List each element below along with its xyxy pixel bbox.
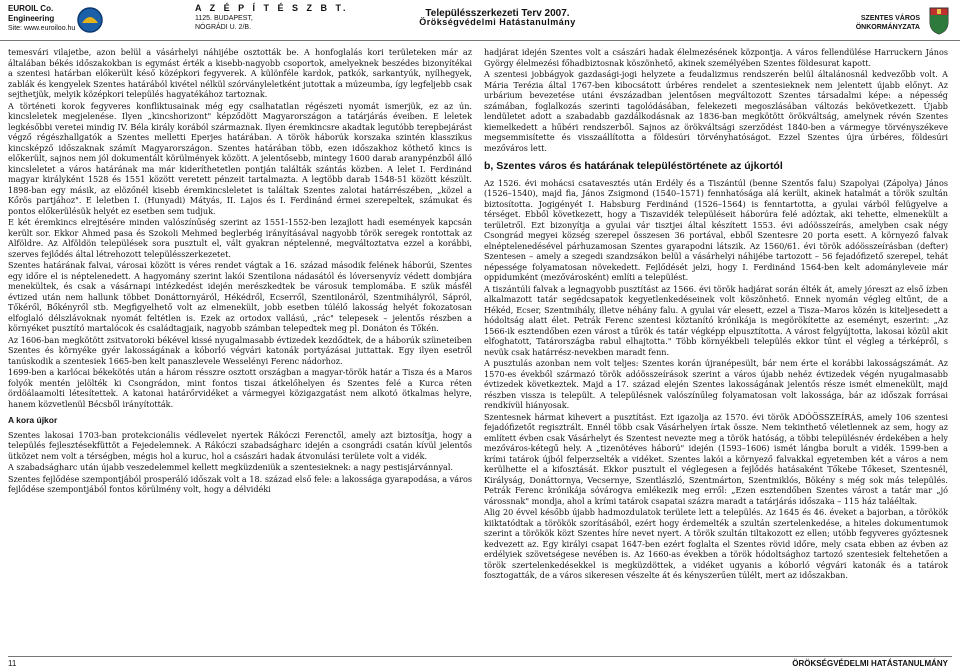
euroil-logo-icon [76,6,104,34]
firm-block [195,4,349,32]
company-name: EUROIL Co. [8,4,54,13]
paragraph: Az 1526. évi mohácsi csatavesztés után Erdély és a Tiszántúl (benne Szentős falu) Szapolyai (Zápolya) János (1526–1540), majd fia, János Zsigmond (1540–1571) fennhatósága alá került, akinek hatalmát a török szultán biztosította. Jogigényét I. Habsburg Ferdinánd (1526–1564) is fenntartotta, a gyulai várból felügyelve a térséget. Ebből következett, hogy a Tiszavidék településeit háborúra felé adóztak, aki tehette, elmenekült a területről. Ezt bizonyítja a gyulai vár tisztjei által készített 1553. évi adóösszeírás, amelyben csak négy Csongrád megyei község szerepel összesen 36 portával, ebből Szentesre 20 porta esett. A környező falvak elnéptelenedésével párhuzamosan Szentes gyarapodni látszik. Az 1560/61. évi török adóösszeírásban (defter) Szentesen – amely a szegedi szandzsákon belül a vásárhelyi náhijébe tartozott – 56 fejadófizető szerepel, tehát népessége folyamatosan növekedett. Fejlődését jelzi, hogy I. Ferdinánd 1564-ben kelt adományleveie már oppidumként (mezővárosként) említi a települést. [484,177,948,282]
left-column [8,47,472,496]
paragraph: A szentesi jobbágyok gazdasági-jogi helyzete a feudalizmus rendszerén belül általánosnál kedvezőbb volt. A Mária Terézia által 1767-ben kibocsátott úrbéres rendelet a szentesieknek nem jelentett újabb előnyt. Az urbárium bevezetése utáni évszázadban jelentősen megváltozott Szentes társadalmi képe: a népesség számában, foglalkozás szerinti tagolódásában, felekezeti megoszlásában változás bekövetkezett. Újabb lendületet adott a szabadabb gazdálkodásnak az 1836-ban megkötött örökváltság, amelynek révén Szentes kiemelkedett a hűbéri rendszerből. Sajnos az örökváltsági szerződést 1840-ben a vármegye törvényszékeve megsemmisítette és visszaállította a földesúri törvényhatóságot. Ezzel Szentes újra úrbéres, földesúri mezőváros lett. [484,69,948,153]
client-line1: SZENTES VÁROS [860,15,920,22]
client-line2: ÖNKORMÁNYZATA [855,24,920,31]
page-footer [8,656,952,671]
firm-name: A Z É P Í T É S Z B T. [195,3,349,13]
paragraph: Szentes határának falvai, városai között is véres rendet vágtak a 16. század második felének háborúi, Szentes egy időre el is néptelenedett. A hagyomány szerint lakói Szentilona nádasától és lóversenyvíz védett dombjára menekültek, és csak a vásárnapi intézkedést idején merészkedtek be városuk templomába. E szük másfél évtized után nem hallunk többet Donáttornyáról, Hékédről, Ecserről, Szentilonáról, Szentmihályról, Sápról, Tőkéről, Bőkényről stb. Megfigyelhető volt az elmenekült, jobb esetben túlélő lakosság helyét fokozatosan elfoglaló délszlávoknak nyomát feltétlen is. Ezek az ortodox vallású, „rác" telepesek – jelentős részben a környéket pusztító martalócok és családtagjaik, nagyobb számban telepedtek meg pl. Donáton és Tőkén. [8,260,472,333]
company-sub: Engineering [8,14,55,23]
right-column [484,47,948,582]
paragraph: A pusztulás azonban nem volt teljes: Szentes korán újranépesült, bár nem érte el korábbi lakosságszámát. Az 1570-es évekből származó török adóösszeírások szerint a város újabb nehéz évtizedek végén nyugalmasabb évtizedek következtek. Majd a 17. század elején Szentes lakosságának jelentős része ismét elmenekült, majd részben vissza is települt. A településnek valószínűleg folyamatosan volt lakossága, bár az időszak forrásai rendkívül hiányosak. [484,358,948,410]
firm-address2: NÓGRÁDI U. 2/B. [195,24,252,31]
paragraph: Szentes fejlődése szempontjából prosperáló időszak volt a 18. század első fele: a lakossága gyarapodása, a város fejlődése szempontjából fontos körülmény volt, hogy a délvidéki [8,473,472,494]
paragraph: Szentes lakosai 1703-ban protekcionális védlevelet nyertek Rákóczi Ferenctől, amely azt biztosítja, hogy a település fejlesztésekfüttöt a Fejedelemnek. A Rákóczi szabadságharc idején a csongrádi csatán kívül jelentős ütközet nem volt a térségben, mégis hol a kuruc, hol a császári hadak átvonulási területe volt a vidék. [8,429,472,461]
paragraph: hadjárat idején Szentes volt a császári hadak élelmezésének központja. A város fellendülése Harruckern János György élelmezési főhadbiztosnak köszönhető, akinek személyében Szentes földesurat kapott. [484,47,948,68]
paragraph: E két éremkincs elrejtésére minden valószínűség szerint az 1551-1552-ben lezajlott hadi események kapcsán került sor. Ekkor Ahmed pasa és Szokoli Mehmed beglerbég irányításával nagyobb török seregek rontottak az Alföldre. Az Alföldön települések sora pusztult el, vált gyakran néptelenné, megváltoztatva ezzel a korábbi, szerves fejlődés által létrehozott településszerkezetet. [8,217,472,259]
doc-subtitle: Örökségvédelmi Hatástanulmány [419,17,576,27]
paragraph: Az 1606-ban megkötött zsitvatoroki békével kissé nyugalmasabb évtizedek kezdődtek, de a háborúk szüneteiben Szentes és környéke gyér lakosságának a kóborló végvári katonák portyázásai juttattak. Egy ilyen esetről tanúskodik a szentesiek 1665-ben kelt panaszlevele Wesselényi Ferenc nádorhoz. [8,334,472,366]
footer-title: ÖRÖKSÉGVÉDELMI HATÁSTANULMÁNY [792,659,948,668]
paragraph: A tiszántúli falvak a legnagyobb pusztítást az 1566. évi török hadjárat során élték át, amely jóreszt az első ízben alkalmazott tatár segédcsapatok kegyetlenkedéseinek volt köszönhető. Ennek nyomán végleg eltűnt, de a Hékéd, Ecser, Szentmihály, illetve néhány falu. A gyulai vár elesett, ezzel a Tisza–Maros közén is kiteljesedett a hódoltság alatt élet. Petrák Ferenc szentesi köztanító krónikája is megörökítette az eseményt, eszerint: „Az 1566-ik esztendőben ezen várost a tűrök és tatár végképp elpusztította. A várost felgyújtotta, lakosai közül akit elfoghatott, Tatárországba rabul elhajtotta." Több környékbeli település ekkor tűnt el végleg a térképről, s nevük csak határrész-nevekben maradt fenn. [484,283,948,357]
paragraph: 1699-ben a karlócai békekötés után a három résszre osztott országban a magyar-török határ a Tisza és a Maros folyók mentén jelölték ki Csongrádon, mint fontos tiszai átkelőhelyen és Szentes felé a Kurca réten ördöálaamolti létesítettek. A katonai határőrvidéket a vármegyei közigazgatást nem alkotó ötkalmas helyre, hanem közvetlenül Bécsből irányították. [8,367,472,409]
paragraph: Szentesnek hármat kihevert a pusztítást. Ezt igazolja az 1570. évi török ADÓÖSSZEÍRÁS, amely 106 szentesi fejadófizetőt regisztrált. Ennél több csak Vásárhelyen írtak össze. Nem tekinthető véletlennek az sem, hogy az említett évben csak Vásárhelyt és Szentest nevezte meg a török hatóság, a többi településnév érdekében a hely mezőváros-kétegű hely. A „tizenötéves háború" idején (1593–1606) ismét lángba borult a vidék. 1599-ben a krími tatárok újból felperzselték a vidéket. Szentes lakói a környező falvakkal egyetemben két a város a nem kerülhette el a kifosztását. Ekkor pusztult el véglegesen a fejlődés hatásaként Tőkebe Tőkeset, Szentesnél, Királyság, Donáttornya, Vecsernye, Szentlászló, Szentmárton, Szentmiklós, Bökény s még sok más település. Petrák Ferenc krónikája sóvárogva emlékezik meg erről: „Ezen esztendőben Szentes várost a tatár mar „jó várossnak" mondja, ahol a krími tatárok csapatai százra maradt a tatárjárás időszaka – 115 ház taláéltak. [484,411,948,506]
doc-title: Településszerkezeti Terv 2007. [425,8,570,19]
paragraph: temesvári vilajetbe, azon belül a vásárhelyi náhijébe osztották be. A honfoglalás kori területeken már az általában békés időszakokban is egymást érték a kisebb-nagyobb csoportok, amelyeknek beszédes bizonyítékai a szentesi határban előkerült késő középkori fegyverek. A különféle kardok, patkók, sarkantyúk, nyílhegyek, zablák és kengyelek Szentes határából kivétel nélkül szórványleletként jutottak a múzeumba, így legfeljebb csak sejthetjük, melyik középkori település hagyatékához tartoznak. [8,47,472,99]
coat-of-arms-icon [928,5,950,35]
paragraph: Alig 20 évvel később újabb hadmozdulatok területe lett a település. Az 1645 és 46. éveket a bajorban, a törökök kiiktatódtak a törökök szorításából, ezért hogy érdemelték a szultán szertelenkedése, a hiteles dokumentumok szerint a törökök közt Szentes híre nevet nyert. A török szultán tiltakozott ez ellen; utóbb fegyveres győztesnek kedvezett az. Egy királyi csapat 1647-ben ezért foglalta el Szentes rövid időre, mely csata ebben az évben az erdélyiek szövetségese nevében is. Az 1660-as években a török hódoltsághoz tartozó szentesiek feltehetően a török szertelenkedésekkel is megküzdöttek, a vidéket ugyanis a kóborló végvári katonák és a tatárok fosztogatták, de a város sikeresen vészelte át és kényszerűen túlélt, mert az időszakban. [484,507,948,580]
company-block [8,4,75,33]
page-header [0,0,960,41]
paragraph: A történeti korok fegyveres konfliktusainak még egy csalhatatlan régészeti nyomát ismerjük, ez az ún. kincsleletek megjelenése. Ilyen „kincshorizont" képződött Magyarországon a tatárjárás éveiben. E leletek legkésőbbi veretei mindig IV. Béla király korából származnak. Ilyen éremkincsre akadtak legutóbb terepbejárást végző régészhallgatók a Szentes melletti Eperjes határában. A török háborúk korszaka szintén klasszikus kincsképző időszaknak számít Magyarországon. Szentes határában több, ezen időszakhoz köthető kincs is előkerült, sajnos nem jól dokumentált körülmények között. A jelentősebb, mintegy 1600 darab aranypénzből álló kincsleletet a város határának ma már kideríthetetlen pontján találták szántás közben. A lelet I. Ferdinánd magyar királyként 1528 és 1551 között veretett pénzeit tartalmazta. A legtöbb darab 1548-51 között készült. 1898-ban egy másik, az elözőnél kisebb éremkincsleletet is találtak Szentes zalotai határrészében, „közel a Kőrös partjához". E leletben I. (Hunyadi) Mátyás, II. Lajos és I. Ferdinánd érmei szerepeltek, számukat és pontos előkerülésük helyét ez esetben sem tudjuk. [8,100,472,216]
page-number: 11 [8,659,17,668]
section-heading: b, Szentes város és határának településtörténete az újkortól [484,160,783,172]
company-site: Site: www.euroiloo.hu [8,25,76,32]
doc-title-block [410,9,585,27]
paragraph: A szabadságharc után újabb veszedelemmel kellett megküzdeniük a szentesieknek: a nagy pestisjárvánnyal. [8,462,454,472]
client-block [790,14,920,32]
firm-address1: 1125. BUDAPEST, [195,15,253,22]
section-heading: A kora újkor [8,415,58,425]
